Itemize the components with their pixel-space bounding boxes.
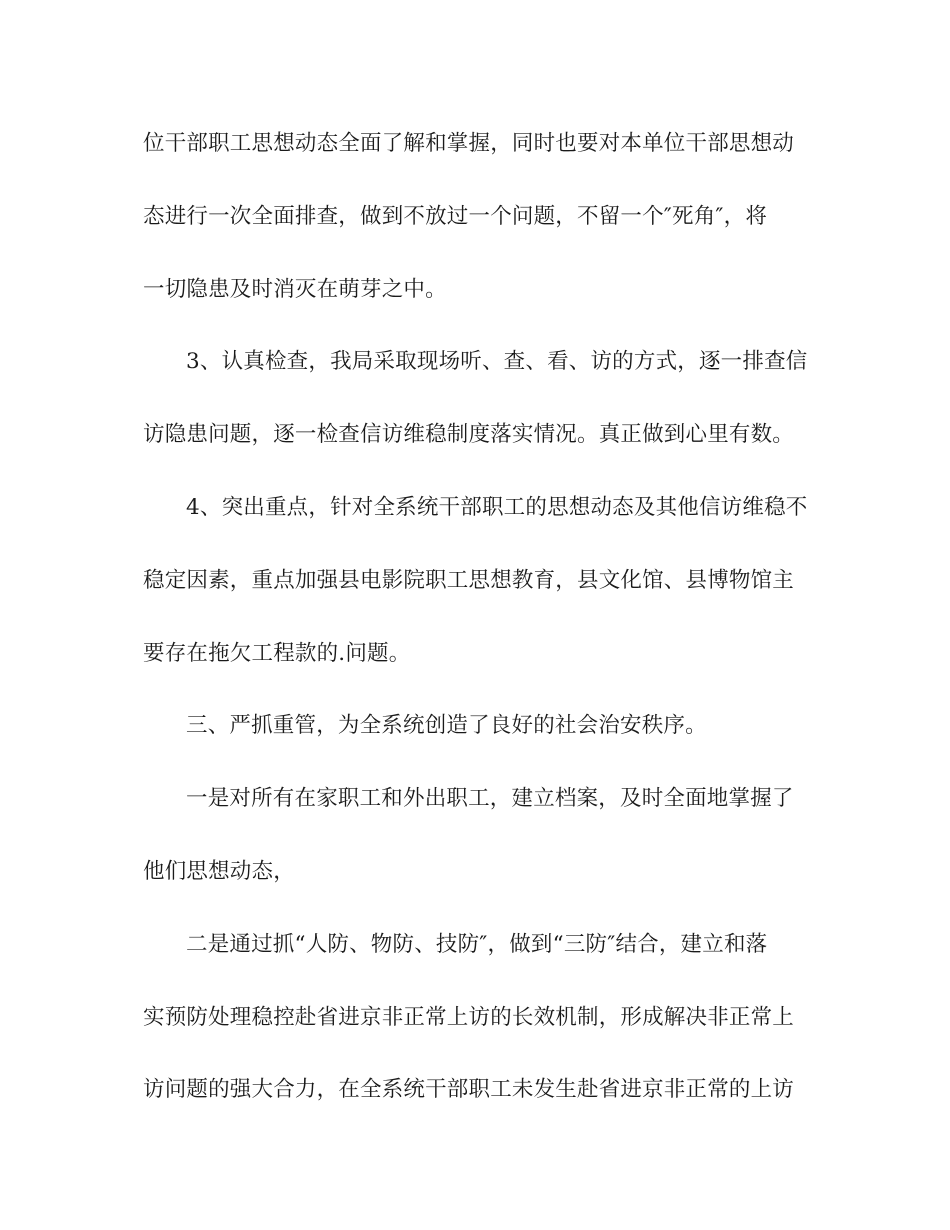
- text-line: 一切隐患及时消灭在萌芽之中。: [143, 277, 447, 302]
- paragraph-start-line: 3、认真检查，我局采取现场听、查、看、访的方式，逐一排查信: [186, 349, 808, 374]
- text-line: 实预防处理稳控赴省进京非正常上访的长效机制，形成解决非正常上: [143, 1005, 795, 1030]
- paragraph-start-line: 二是通过抓“人防、物防、技防″，做到“三防″结合，建立和落: [186, 932, 768, 957]
- text-line: 要存在拖欠工程款的.问题。: [143, 641, 411, 666]
- paragraph-start-line: 一是对所有在家职工和外出职工，建立档案，及时全面地掌握了: [186, 786, 794, 811]
- text-line: 访隐患问题，逐一检查信访维稳制度落实情况。真正做到心里有数。: [143, 422, 795, 447]
- section-heading-line: 三、严抓重管，为全系统创造了良好的社会治安秩序。: [186, 713, 707, 738]
- text-line: 稳定因素，重点加强县电影院职工思想教育，县文化馆、县博物馆主: [143, 568, 795, 593]
- text-line: 态进行一次全面排查，做到不放过一个问题，不留一个″死角″，将: [143, 204, 768, 229]
- text-line: 位干部职工思想动态全面了解和掌握，同时也要对本单位干部思想动: [143, 131, 795, 156]
- paragraph-start-line: 4、突出重点，针对全系统干部职工的思想动态及其他信访维稳不: [186, 495, 808, 520]
- text-line: 访问题的强大合力，在全系统干部职工未发生赴省进京非正常的上访: [143, 1077, 795, 1102]
- text-line: 他们思想动态，: [143, 859, 295, 884]
